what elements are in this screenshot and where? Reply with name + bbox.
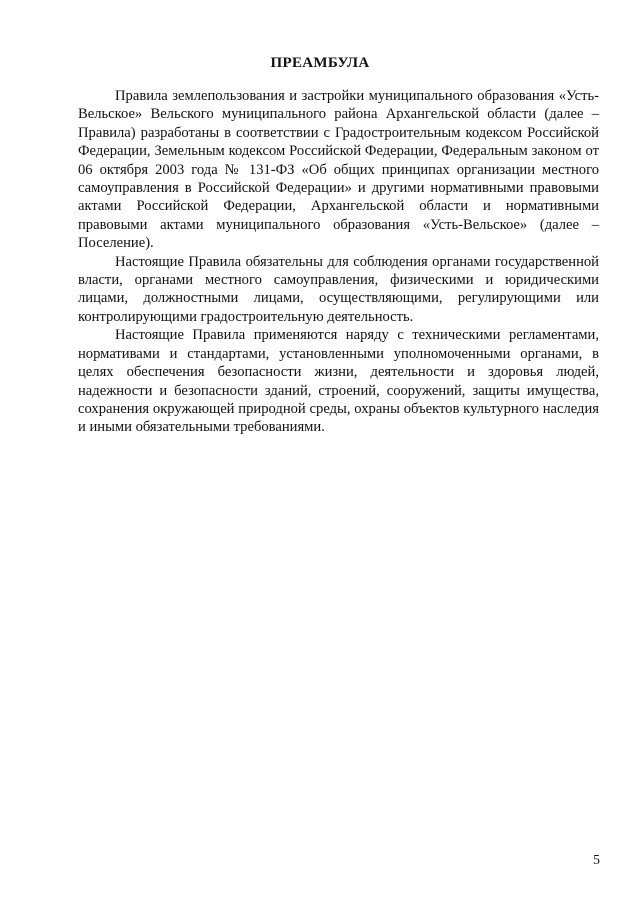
document-title: ПРЕАМБУЛА	[270, 55, 370, 71]
paragraph-3: Настоящие Правила применяются наряду с техническими регламентами, нормативами и стандартами, установленными уполномоченными органами, в целях обеспечения безопасности жизни, деятельности и здоровья людей, надежности и безопасности зданий, строений, сооружений, защиты имущества, сохранения окружающей природной среды, охраны объектов культурного наследия и иными обязательными требованиями.	[78, 327, 599, 436]
paragraph-2: Настоящие Правила обязательны для соблюдения органами государственной власти, органами местного самоуправления, физическими и юридическими лицами, должностными лицами, осуществляющими, регулирующими или контролирующими градостроительную деятельность.	[78, 253, 599, 325]
document-body	[78, 87, 599, 437]
page-number: 5	[593, 853, 600, 868]
paragraph-1: Правила землепользования и застройки муниципального образования «Усть-Вельское» Вельского муниципального района Архангельской области (далее – Правила) разработаны в соответствии с Градостроительным кодексом Российской Федерации, Земельным кодексом Российской Федерации, Федеральным законом от 06 октября 2003 года № 131-ФЗ «Об общих принципах организации местного самоуправления в Российской Федерации» и другими нормативными правовыми актами Российской Федерации, Архангельской области и нормативными правовыми актами муниципального образования «Усть-Вельское» (далее – Поселение).	[78, 88, 599, 252]
